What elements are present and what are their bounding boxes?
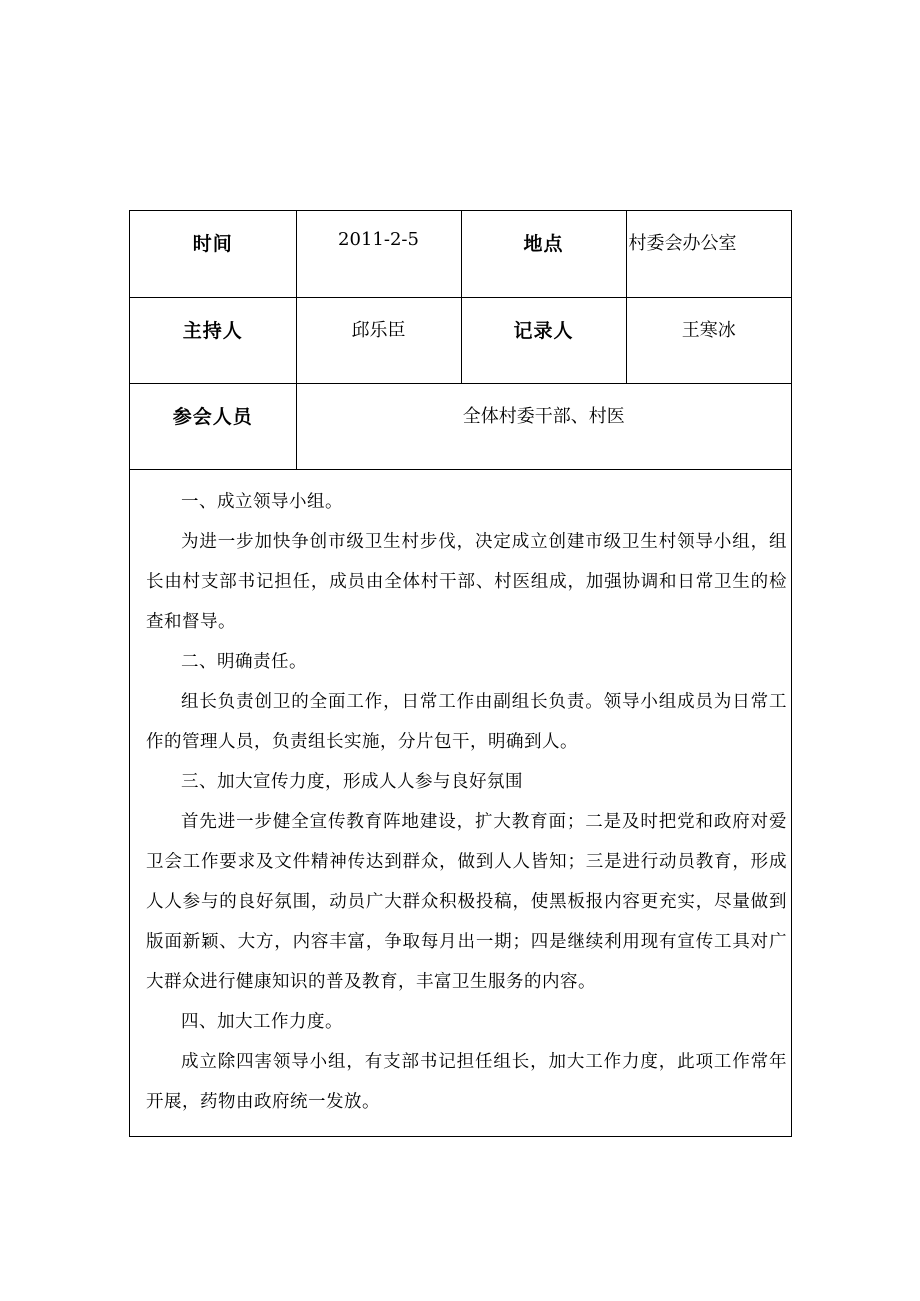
- paragraph-1-body: 为进一步加快争创市级卫生村步伐，决定成立创建市级卫生村领导小组，组长由村支部书记担任，成员由全体村干部、村医组成，加强协调和日常卫生的检查和督导。: [146, 531, 787, 632]
- host-value: 邱乐臣: [296, 297, 461, 383]
- recorder-value: 王寒冰: [626, 297, 791, 383]
- paragraph-3-body: 首先进一步健全宣传教育阵地建设，扩大教育面；二是及时把党和政府对爱卫会工作要求及文件精神传达到群众，做到人人皆知；三是进行动员教育，形成人人参与的良好氛围，动员广大群众积极投稿，使黑板报内容更充实，尽量做到版面新颖、大方，内容丰富，争取每月出一期；四是继续利用现有宣传工具对广大群众进行健康知识的普及教育，丰富卫生服务的内容。: [146, 811, 787, 992]
- meeting-content: [130, 470, 791, 1122]
- attendees-label: 参会人员: [130, 383, 296, 469]
- host-recorder-row: [130, 297, 791, 383]
- paragraph-4-body: 成立除四害领导小组，有支部书记担任组长，加大工作力度，此项工作常年开展，药物由政府统一发放。: [146, 1051, 787, 1112]
- time-value: 2011-2-5: [296, 211, 461, 297]
- meeting-info-table: [130, 211, 791, 470]
- host-label: 主持人: [130, 297, 296, 383]
- meeting-record-sheet: [129, 210, 792, 1137]
- paragraph-2-body: 组长负责创卫的全面工作，日常工作由副组长负责。领导小组成员为日常工作的管理人员，负责组长实施，分片包干，明确到人。: [146, 691, 787, 752]
- paragraph-4-heading: 四、加大工作力度。: [181, 1011, 343, 1032]
- paragraph-3-heading: 三、加大宣传力度，形成人人参与良好氛围: [181, 771, 523, 792]
- attendees-value: 全体村委干部、村医: [296, 383, 791, 469]
- paragraph-2-heading: 二、明确责任。: [181, 651, 307, 672]
- recorder-label: 记录人: [461, 297, 626, 383]
- paragraph-1-heading: 一、成立领导小组。: [181, 491, 343, 512]
- place-value: 村委会办公室: [626, 211, 791, 297]
- time-place-row: [130, 211, 791, 297]
- place-label: 地点: [461, 211, 626, 297]
- attendees-row: [130, 383, 791, 469]
- time-label: 时间: [130, 211, 296, 297]
